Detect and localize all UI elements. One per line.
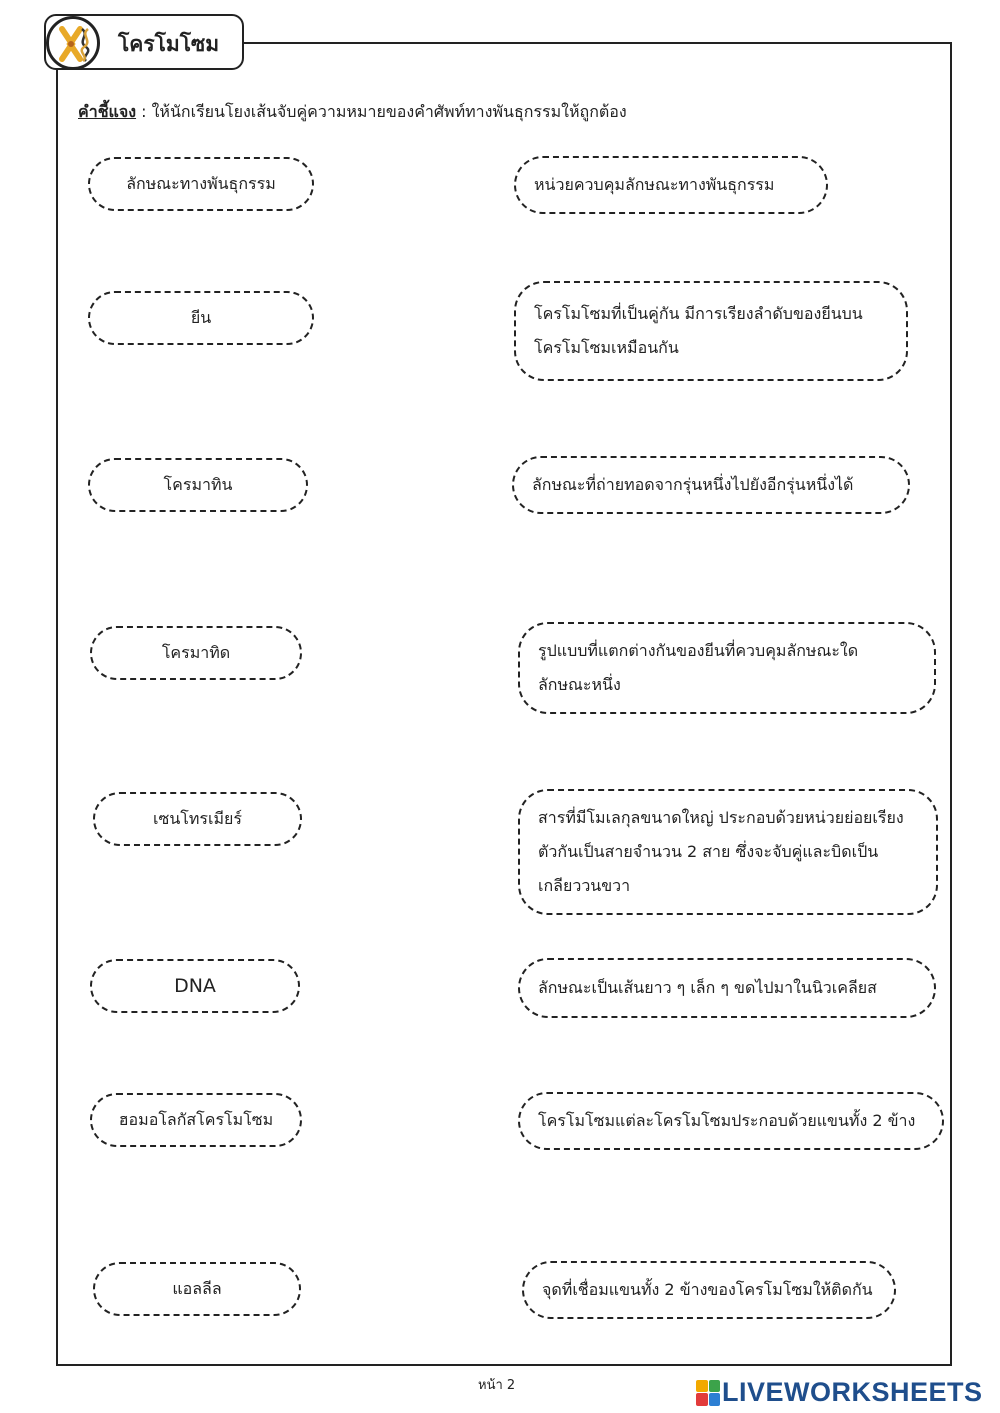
definition-line: โครโมโซมเหมือนกัน [534,338,679,357]
page-number: หน้า 2 [478,1378,516,1393]
term-box[interactable] [90,959,300,1013]
definition-line: เกลียววนขวา [538,876,631,895]
definition-box[interactable] [514,156,828,214]
definition-line: ลักษณะที่ถ่ายทอดจากรุ่นหนึ่งไปยังอีกรุ่นหนึ่งได้ [532,475,854,494]
definition-line: ตัวกันเป็นสายจำนวน 2 สาย ซึ่งจะจับคู่และบิดเป็น [538,842,879,861]
liveworksheets-logo-icon [696,1380,720,1406]
chromosome-icon [46,16,100,70]
brand-name: LIVEWORKSHEETS [722,1377,983,1407]
term-label: โครมาทิน [163,474,233,494]
definition-box[interactable] [518,622,936,714]
term-label: โครมาทิด [161,642,231,662]
instructions-label: คำชี้แจง [78,102,137,121]
term-label: เซนโทรเมียร์ [153,808,242,828]
term-label: ฮอมอโลกัสโครโมโซม [118,1109,274,1129]
definition-line: หน่วยควบคุมลักษณะทางพันธุกรรม [534,175,775,194]
term-box[interactable] [88,157,314,211]
definition-line: โครโมโซมแต่ละโครโมโซมประกอบด้วยแขนทั้ง 2 ข้าง [538,1111,916,1130]
definition-box[interactable] [518,1092,944,1150]
term-label: ลักษณะทางพันธุกรรม [126,173,276,193]
definition-line: สารที่มีโมเลกุลขนาดใหญ่ ประกอบด้วยหน่วยย่อยเรียง [538,808,904,827]
definition-line: จุดที่เชื่อมแขนทั้ง 2 ข้างของโครโมโซมให้ติดกัน [542,1280,873,1299]
definition-box[interactable] [518,789,938,915]
definition-line: ลักษณะหนึ่ง [538,675,621,694]
definition-line: ลักษณะเป็นเส้นยาว ๆ เล็ก ๆ ขดไปมาในนิวเคลียส [538,978,877,997]
page-title: โครโมโซม [118,32,220,56]
instructions-text: ให้นักเรียนโยงเส้นจับคู่ความหมายของคำศัพท์ทางพันธุกรรมให้ถูกต้อง [151,102,627,121]
term-box[interactable] [88,458,308,512]
definition-line: โครโมโซมที่เป็นคู่กัน มีการเรียงลำดับของยีนบน [534,304,863,323]
term-box[interactable] [90,1093,302,1147]
term-box[interactable] [93,792,302,846]
term-box[interactable] [88,291,314,345]
instructions-separator: : [136,102,152,121]
definition-box[interactable] [518,958,936,1018]
definition-box[interactable] [514,281,908,381]
definition-box[interactable] [522,1261,896,1319]
definition-box[interactable] [512,456,910,514]
term-label: DNA [174,975,216,997]
term-box[interactable] [93,1262,301,1316]
term-label: แอลลีล [172,1278,222,1298]
instructions [78,100,627,125]
definition-line: รูปแบบที่แตกต่างกันของยีนที่ควบคุมลักษณะใด [538,641,859,660]
term-box[interactable] [90,626,302,680]
term-label: ยีน [190,307,212,327]
brand-logo[interactable] [696,1377,983,1408]
